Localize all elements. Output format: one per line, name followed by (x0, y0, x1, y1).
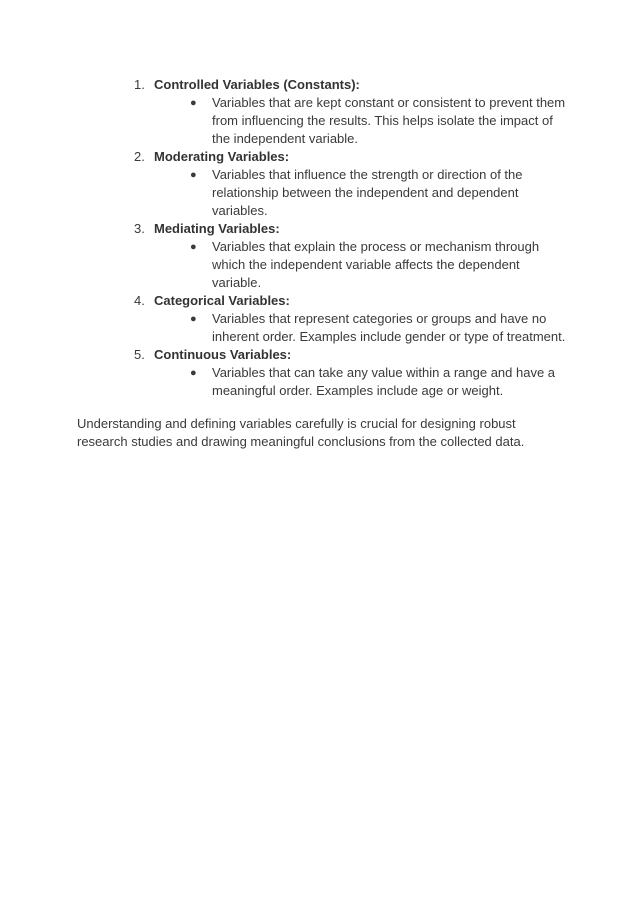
list-item-number: 3. (134, 221, 145, 236)
list-item-bullet (190, 166, 567, 220)
variable-types-list (0, 76, 638, 400)
list-item-bullet (190, 94, 567, 148)
bullet-text: Variables that can take any value within a range and have a meaningful order. Examples include age or weight. (212, 365, 556, 398)
list-item-title: Continuous Variables: (154, 347, 292, 362)
conclusion-paragraph: Understanding and defining variables carefully is crucial for designing robust research studies and drawing meaningful conclusions from the collected data. (77, 416, 525, 449)
bullet-icon: ● (190, 169, 197, 181)
list-item-number: 2. (134, 149, 145, 164)
list-item-title: Controlled Variables (Constants): (154, 77, 360, 92)
list-item (0, 76, 638, 148)
bullet-icon: ● (190, 97, 197, 109)
bullet-text: Variables that influence the strength or direction of the relationship between the independent and dependent variables. (212, 167, 523, 218)
list-item-number: 4. (134, 293, 145, 308)
list-item-title: Categorical Variables: (154, 293, 290, 308)
list-item-bullet (190, 310, 567, 346)
list-item-header (0, 292, 638, 310)
bullet-text: Variables that explain the process or mechanism through which the independent variable affects the dependent variable. (212, 239, 540, 290)
list-item (0, 148, 638, 220)
bullet-icon: ● (190, 367, 197, 379)
bullet-icon: ● (190, 241, 197, 253)
list-item (0, 292, 638, 346)
list-item-number: 5. (134, 347, 145, 362)
list-item-bullet (190, 364, 567, 400)
list-item-number: 1. (134, 77, 145, 92)
bullet-text: Variables that are kept constant or consistent to prevent them from influencing the results. This helps isolate the impact of the independent variable. (212, 95, 566, 146)
bullet-text: Variables that represent categories or groups and have no inherent order. Examples include gender or type of treatment. (212, 311, 566, 344)
list-item-bullet (190, 238, 567, 292)
list-item-header (0, 148, 638, 166)
bullet-icon: ● (190, 313, 197, 325)
list-item (0, 220, 638, 292)
list-item-header (0, 346, 638, 364)
list-item (0, 346, 638, 400)
list-item-title: Moderating Variables: (154, 149, 290, 164)
list-item-title: Mediating Variables: (154, 221, 280, 236)
list-item-header (0, 220, 638, 238)
list-item-header (0, 76, 638, 94)
